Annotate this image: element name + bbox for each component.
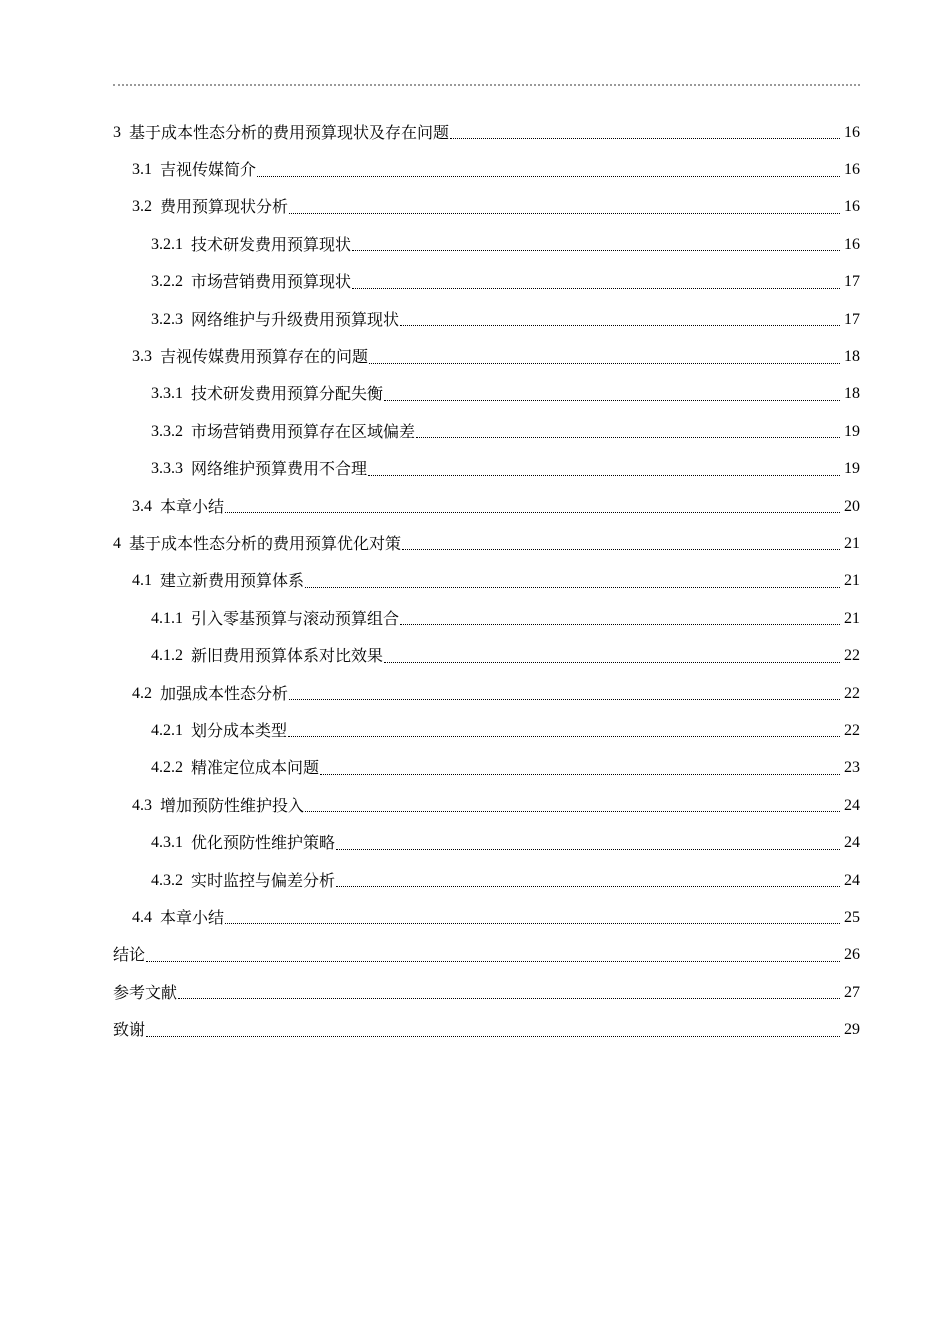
toc-entry-number: 4.4: [132, 908, 152, 926]
toc-entry-number: 3: [113, 123, 121, 141]
toc-entry-3-2-1[interactable]: [113, 226, 860, 263]
toc-entry-title: 网络维护与升级费用预算现状: [191, 309, 400, 329]
toc-entry-title: 本章小结: [160, 907, 225, 927]
toc-dot-leader: [352, 250, 840, 251]
toc-entry-page: 17: [844, 310, 860, 328]
toc-dot-leader: [400, 325, 840, 326]
toc-dot-leader: [352, 288, 840, 289]
toc-entry-number: 4.3.1: [151, 834, 183, 852]
toc-entry-number: 3.3: [132, 348, 152, 366]
toc-entry-4-2-1[interactable]: [113, 712, 860, 749]
toc-entry-number: 4.2.1: [151, 721, 183, 739]
toc-entry-page: 17: [844, 273, 860, 291]
toc-entry-conclusion[interactable]: [113, 937, 860, 974]
toc-dot-leader: [450, 138, 840, 139]
toc-entry-number: 4.2: [132, 684, 152, 702]
toc-entry-page: 21: [844, 572, 860, 590]
toc-entry-title: 引入零基预算与滚动预算组合: [191, 608, 400, 628]
toc-dot-leader: [289, 213, 840, 214]
toc-entry-page: 23: [844, 759, 860, 777]
toc-entry-page: 24: [844, 834, 860, 852]
toc-entry-number: 3.2.2: [151, 273, 183, 291]
toc-entry-number: 4.1: [132, 572, 152, 590]
toc-entry-page: 19: [844, 422, 860, 440]
toc-entry-number: 4.3.2: [151, 871, 183, 889]
toc-entry-page: 20: [844, 497, 860, 515]
toc-entry-page: 24: [844, 796, 860, 814]
toc-entry-title: 增加预防性维护投入: [160, 795, 305, 815]
toc-entry-title: 吉视传媒简介: [160, 160, 257, 180]
toc-entry-4-3-2[interactable]: [113, 862, 860, 899]
toc-entry-4-4[interactable]: [113, 899, 860, 936]
toc-entry-3-2-2[interactable]: [113, 264, 860, 301]
toc-entry-3-1[interactable]: [113, 151, 860, 188]
toc-entry-title: 致谢: [113, 1020, 146, 1040]
toc-entry-page: 21: [844, 534, 860, 552]
toc-entry-page: 22: [844, 684, 860, 702]
toc-dot-leader: [336, 849, 840, 850]
toc-dot-leader: [400, 624, 840, 625]
toc-entry-number: 4.1.2: [151, 647, 183, 665]
toc-dot-leader: [225, 512, 840, 513]
toc-entry-number: 4.3: [132, 796, 152, 814]
toc-entry-number: 3.2.1: [151, 235, 183, 253]
toc-entry-4[interactable]: [113, 525, 860, 562]
toc-entry-title: 参考文献: [113, 982, 178, 1002]
toc-entry-title: 建立新费用预算体系: [160, 571, 305, 591]
toc-entry-4-2-2[interactable]: [113, 750, 860, 787]
toc-dot-leader: [288, 736, 840, 737]
toc-dot-leader: [368, 475, 840, 476]
toc-entry-title: 费用预算现状分析: [160, 197, 289, 217]
toc-entry-4-2[interactable]: [113, 675, 860, 712]
toc-entry-page: 16: [844, 123, 860, 141]
toc-entry-page: 29: [844, 1021, 860, 1039]
toc-entry-page: 16: [844, 161, 860, 179]
toc-entry-page: 21: [844, 609, 860, 627]
toc-dot-leader: [384, 662, 840, 663]
toc-entry-title: 本章小结: [160, 496, 225, 516]
toc-entry-title: 基于成本性态分析的费用预算优化对策: [129, 533, 402, 553]
toc-dot-leader: [305, 811, 840, 812]
toc-entry-4-1[interactable]: [113, 563, 860, 600]
toc-entry-3-3-1[interactable]: [113, 376, 860, 413]
toc-entry-title: 技术研发费用预算现状: [191, 234, 352, 254]
toc-entry-title: 精准定位成本问题: [191, 758, 320, 778]
toc-dot-leader: [305, 587, 840, 588]
toc-entry-title: 市场营销费用预算存在区域偏差: [191, 421, 416, 441]
toc-dot-leader: [146, 961, 840, 962]
toc-entry-page: 18: [844, 385, 860, 403]
toc-entry-title: 网络维护预算费用不合理: [191, 459, 368, 479]
table-of-contents: [113, 114, 860, 1049]
toc-entry-title: 技术研发费用预算分配失衡: [191, 384, 384, 404]
toc-dot-leader: [289, 699, 840, 700]
toc-entry-title: 基于成本性态分析的费用预算现状及存在问题: [129, 122, 450, 142]
toc-entry-page: 26: [844, 946, 860, 964]
toc-dot-leader: [336, 886, 840, 887]
toc-entry-3[interactable]: [113, 114, 860, 151]
header-rule: [113, 84, 860, 86]
toc-dot-leader: [178, 998, 840, 999]
toc-entry-3-4[interactable]: [113, 488, 860, 525]
toc-entry-3-2-3[interactable]: [113, 301, 860, 338]
toc-entry-4-1-2[interactable]: [113, 637, 860, 674]
toc-entry-number: 3.3.2: [151, 422, 183, 440]
toc-entry-page: 24: [844, 871, 860, 889]
toc-entry-title: 结论: [113, 945, 146, 965]
toc-entry-page: 19: [844, 460, 860, 478]
toc-entry-title: 实时监控与偏差分析: [191, 870, 336, 890]
toc-entry-4-3[interactable]: [113, 787, 860, 824]
toc-dot-leader: [369, 363, 840, 364]
toc-entry-number: 4.2.2: [151, 759, 183, 777]
toc-entry-title: 优化预防性维护策略: [191, 833, 336, 853]
toc-entry-references[interactable]: [113, 974, 860, 1011]
toc-entry-page: 27: [844, 983, 860, 1001]
toc-dot-leader: [402, 549, 840, 550]
toc-entry-number: 3.2.3: [151, 310, 183, 328]
toc-entry-4-1-1[interactable]: [113, 600, 860, 637]
toc-entry-3-3-2[interactable]: [113, 413, 860, 450]
toc-dot-leader: [416, 437, 840, 438]
toc-entry-page: 25: [844, 908, 860, 926]
toc-dot-leader: [320, 774, 840, 775]
toc-entry-4-3-1[interactable]: [113, 824, 860, 861]
toc-entry-title: 市场营销费用预算现状: [191, 272, 352, 292]
toc-dot-leader: [384, 400, 840, 401]
toc-entry-3-3-3[interactable]: [113, 451, 860, 488]
toc-entry-title: 新旧费用预算体系对比效果: [191, 646, 384, 666]
toc-entry-number: 3.2: [132, 198, 152, 216]
toc-entry-3-3[interactable]: [113, 338, 860, 375]
toc-entry-page: 16: [844, 235, 860, 253]
toc-entry-title: 划分成本类型: [191, 720, 288, 740]
toc-entry-number: 4.1.1: [151, 609, 183, 627]
toc-entry-number: 3.3.1: [151, 385, 183, 403]
toc-entry-page: 22: [844, 647, 860, 665]
toc-entry-number: 4: [113, 534, 121, 552]
toc-entry-title: 加强成本性态分析: [160, 683, 289, 703]
toc-entry-title: 吉视传媒费用预算存在的问题: [160, 347, 369, 367]
toc-dot-leader: [146, 1036, 840, 1037]
toc-entry-3-2[interactable]: [113, 189, 860, 226]
toc-dot-leader: [225, 923, 840, 924]
toc-entry-number: 3.3.3: [151, 460, 183, 478]
toc-entry-number: 3.1: [132, 161, 152, 179]
toc-entry-page: 22: [844, 721, 860, 739]
toc-entry-acknowledgements[interactable]: [113, 1011, 860, 1048]
toc-entry-number: 3.4: [132, 497, 152, 515]
toc-entry-page: 18: [844, 348, 860, 366]
toc-dot-leader: [257, 176, 840, 177]
toc-entry-page: 16: [844, 198, 860, 216]
